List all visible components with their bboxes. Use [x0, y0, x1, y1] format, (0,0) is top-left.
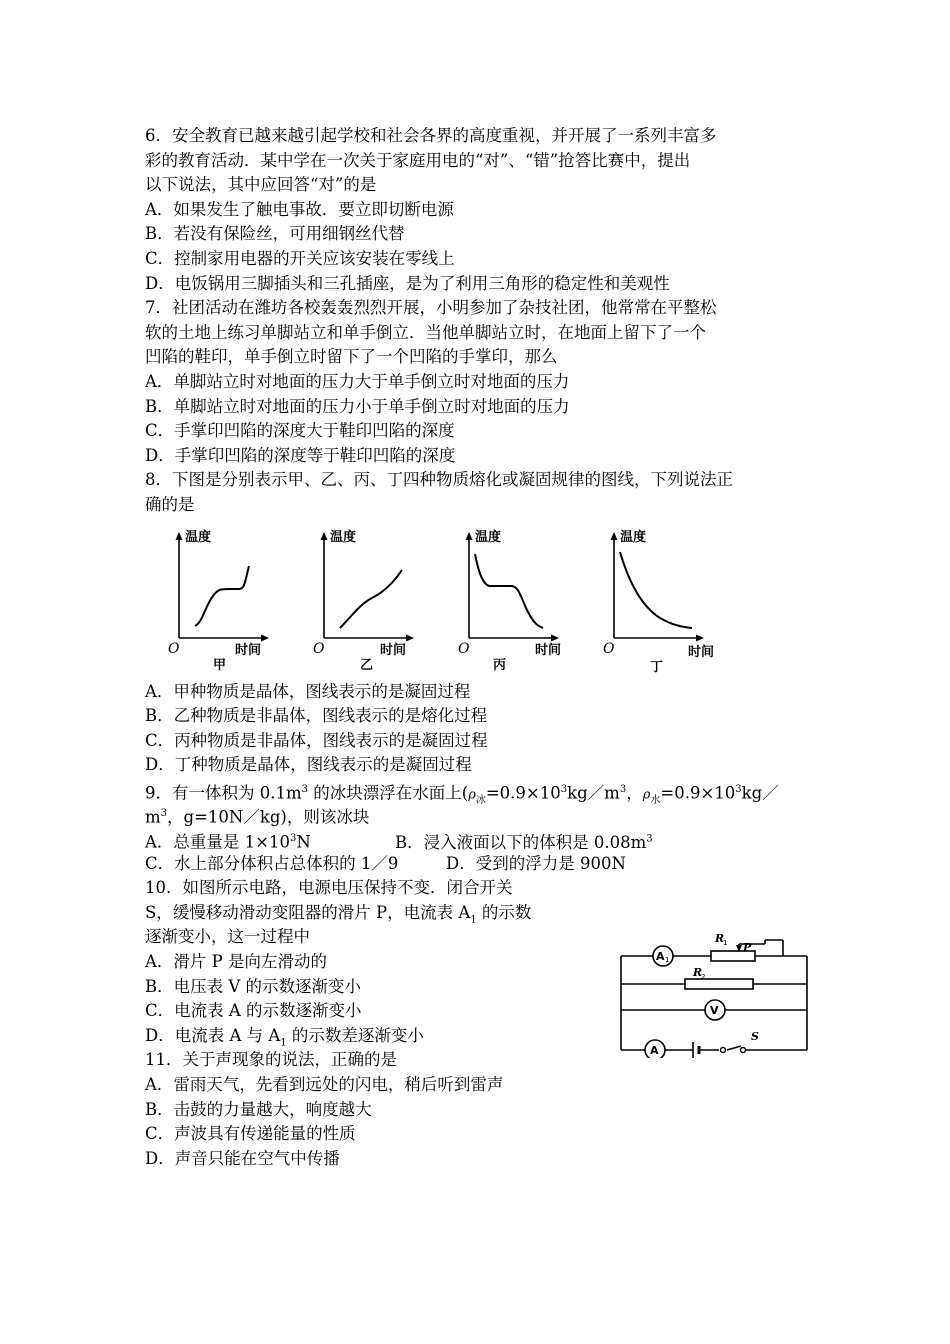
- options-row-cd: [145, 852, 810, 877]
- graph-name: 甲: [213, 657, 227, 673]
- option-d: D．手掌印凹陷的深度等于鞋印凹陷的深度: [145, 445, 456, 465]
- question-stem-line: [145, 778, 810, 806]
- option-b: B．单脚站立时对地面的压力小于单手倒立时对地面的压力: [145, 396, 570, 416]
- option-text: D．电流表 A 与 A: [145, 1025, 281, 1045]
- subscript: 冰: [475, 794, 486, 806]
- superscript: 3: [735, 783, 742, 795]
- subscript: 1: [470, 914, 477, 926]
- water-density: =0.9×10: [660, 783, 736, 803]
- question-stem-line: 7．社团活动在潍坊各校轰轰烈烈开展，小明参加了杂技社团，他常常在平整松: [145, 298, 717, 318]
- option-d: D．声音只能在空气中传播: [145, 1148, 340, 1168]
- graph-ylabel: 温度: [620, 529, 647, 545]
- question-stem-line: 10．如图所示电路，电源电压保持不变．闭合开关: [145, 878, 513, 898]
- graph-origin: O: [168, 640, 180, 657]
- graph-ylabel: 温度: [185, 529, 212, 545]
- option-d: D．电饭锅用三脚插头和三孔插座，是为了利用三角形的稳定性和美观性: [145, 273, 670, 293]
- question-stem-line: 彩的教育活动．某中学在一次关于家庭用电的“对”、“错”抢答比赛中，提出: [145, 150, 691, 170]
- option-b: [395, 833, 653, 852]
- option-b: B．乙种物质是非晶体，图线表示的是熔化过程: [145, 706, 488, 726]
- ammeter-a-label: A: [650, 1044, 659, 1057]
- rho-symbol: ρ: [468, 787, 476, 803]
- graph-name: 丙: [493, 657, 507, 673]
- graph-bing: [453, 526, 603, 676]
- question-8: [145, 468, 810, 778]
- ammeter-a1-sub: 1: [665, 956, 670, 964]
- separator: ，: [626, 783, 643, 803]
- question-content: [145, 124, 810, 1171]
- graph-yi: [308, 526, 458, 676]
- subscript: 水: [650, 794, 661, 806]
- question-stem-line: [145, 901, 810, 926]
- stem-text: ，g=10N／kg)，则该冰块: [167, 807, 370, 827]
- graph-xlabel: 时间: [688, 644, 715, 660]
- option-c: C．控制家用电器的开关应该安装在零线上: [145, 248, 455, 268]
- options-row-ab: [145, 827, 810, 852]
- question-7: [145, 296, 810, 468]
- resistor-r2-label: R: [693, 966, 703, 979]
- question-11: [145, 1048, 810, 1171]
- question-stem-line: 以下说法，其中应回答“对”的是: [145, 175, 377, 195]
- ammeter-a1-label: A: [656, 950, 665, 963]
- question-stem-line: 确的是: [145, 494, 195, 514]
- option-c: C．手掌印凹陷的深度大于鞋印凹陷的深度: [145, 421, 455, 441]
- graph-xlabel: 时间: [535, 642, 562, 658]
- superscript: 3: [619, 783, 627, 795]
- option-c: C．丙种物质是非晶体，图线表示的是凝固过程: [145, 730, 488, 750]
- slider-p-label: P: [743, 941, 752, 954]
- resistor-r1-label: R: [715, 932, 725, 945]
- option-b: B．若没有保险丝，可用细钢丝代替: [145, 224, 405, 244]
- option-text: A．总重量是 1×10: [145, 832, 290, 852]
- graph-xlabel: 时间: [380, 642, 407, 658]
- graph-ding: [598, 526, 748, 676]
- option-c: C．电流表 A 的示数逐渐变小: [145, 1001, 362, 1021]
- stem-text: 的示数: [476, 902, 532, 922]
- graph-origin: O: [458, 640, 470, 657]
- question-10: [145, 876, 810, 1057]
- superscript: 3: [560, 783, 568, 795]
- stem-text: 9．有一体积为 0.1m: [145, 783, 302, 803]
- option-d: D．丁种物质是晶体，图线表示的是凝固过程: [145, 755, 472, 775]
- graph-ylabel: 温度: [330, 529, 357, 545]
- phase-graphs: [145, 518, 810, 680]
- question-stem-line: 逐渐变小，这一过程中: [145, 927, 310, 947]
- option-a: A．滑片 P 是向左滑动的: [145, 952, 328, 972]
- rho-symbol: ρ: [642, 787, 651, 803]
- option-b: B．击鼓的力量越大，响度越大: [145, 1099, 372, 1119]
- option-text: B．浸入液面以下的体积是 0.08m: [395, 832, 647, 852]
- voltmeter-label: V: [710, 1004, 719, 1017]
- graph-name: 乙: [360, 657, 374, 673]
- option-a: A．单脚站立时对地面的压力大于单手倒立时对地面的压力: [145, 371, 570, 391]
- question-9: [145, 778, 810, 876]
- graph-name: 丁: [650, 659, 664, 675]
- question-stem-line: [145, 802, 810, 827]
- switch-s-label: S: [751, 1030, 759, 1043]
- option-d: D．受到的浮力是 900N: [446, 853, 626, 873]
- stem-text: S，缓慢移动滑动变阻器的滑片 P，电流表 A: [145, 902, 471, 922]
- question-stem-line: 凹陷的鞋印，单手倒立时留下了一个凹陷的手掌印，那么: [145, 347, 558, 367]
- option-a: A．如果发生了触电事故．要立即切断电源: [145, 199, 454, 219]
- question-stem-line: 8．下图是分别表示甲、乙、丙、丁四种物质熔化或凝固规律的图线，下列说法正: [145, 470, 733, 490]
- option-a: A．雷雨天气，先看到远处的闪电，稍后听到雷声: [145, 1075, 504, 1094]
- graph-xlabel: 时间: [235, 642, 262, 658]
- option-text: 的示数差逐渐变小: [286, 1025, 424, 1045]
- superscript: 3: [289, 833, 297, 845]
- graph-origin: O: [603, 640, 615, 657]
- option-a: A．甲种物质是晶体，图线表示的是凝固过程: [145, 681, 471, 701]
- option-c: C．水上部分体积占总体积的 1／9: [145, 853, 399, 873]
- option-c: C．声波具有传递能量的性质: [145, 1124, 356, 1144]
- circuit-diagram: [615, 928, 815, 1058]
- superscript: 3: [646, 833, 653, 845]
- graph-jia: [163, 526, 313, 676]
- option-text: N: [296, 832, 311, 852]
- stem-text: m: [145, 807, 161, 827]
- graph-origin: O: [313, 640, 325, 657]
- question-stem-line: 11．关于声现象的说法，正确的是: [145, 1050, 397, 1070]
- superscript: 3: [160, 808, 168, 820]
- ice-density-unit: kg／m: [567, 783, 620, 803]
- water-density-unit: kg／: [741, 783, 779, 803]
- resistor-r1-sub: 1: [723, 939, 728, 947]
- option-b: B．电压表 V 的示数逐渐变小: [145, 976, 362, 996]
- question-stem-line: 6．安全教育已越来越引起学校和社会各界的高度重视，并开展了一系列丰富多: [145, 126, 717, 145]
- superscript: 3: [301, 783, 309, 795]
- subscript: 1: [280, 1037, 287, 1049]
- stem-text: 的冰块漂浮在水面上(: [308, 783, 469, 803]
- ice-density: =0.9×10: [485, 783, 561, 803]
- question-stem-line: 软的土地上练习单脚站立和单手倒立．当他单脚站立时，在地面上留下了一个: [145, 322, 706, 342]
- graph-ylabel: 温度: [475, 529, 502, 545]
- resistor-r2-sub: 2: [701, 973, 706, 981]
- question-6: [145, 124, 810, 296]
